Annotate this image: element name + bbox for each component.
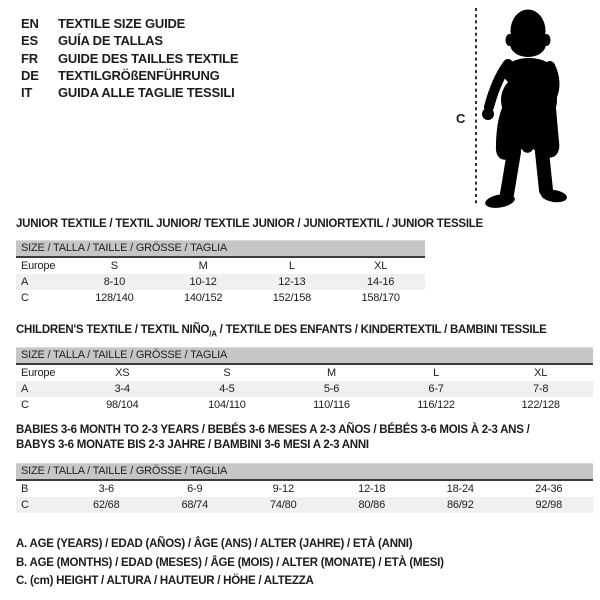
legend-notes	[16, 535, 444, 591]
lang-code: ES	[21, 33, 38, 49]
children-size-table	[16, 347, 593, 413]
size-cell: S	[223, 367, 231, 379]
size-cell: 8-10	[103, 276, 125, 288]
size-cell: 98/104	[106, 399, 139, 411]
title-text: / TEXTILE DES ENFANTS / KINDERTEXTIL / BAMBINI TESSILE	[216, 324, 547, 336]
size-cell: 14-16	[367, 276, 395, 288]
table-row	[16, 397, 593, 413]
lang-label: GUIDE DES TAILLES TEXTILE	[58, 50, 239, 66]
lang-label: TEXTILE SIZE GUIDE	[58, 16, 186, 31]
row-label: C	[21, 292, 29, 304]
lang-code: DE	[21, 67, 39, 83]
size-cell: 74/80	[269, 499, 297, 511]
size-cell: 80/86	[358, 499, 386, 511]
size-cell: 4-5	[219, 383, 235, 395]
size-cell: 128/140	[95, 292, 134, 304]
size-cell: XL	[374, 260, 388, 272]
title-subscript: /A	[209, 329, 217, 339]
size-header-bar: SIZE / TALLA / TAILLE / GRÖSSE / TAGLIA	[16, 240, 425, 258]
height-measure-label: C	[456, 111, 466, 126]
size-cell: 18-24	[446, 483, 474, 495]
size-cell: 68/74	[181, 499, 209, 511]
row-label: Europe	[21, 367, 56, 379]
baby-silhouette-figure	[452, 4, 576, 210]
size-header-bar: SIZE / TALLA / TAILLE / GRÖSSE / TAGLIA	[16, 463, 593, 481]
title-text: CHILDREN'S TEXTILE / TEXTIL NIÑO	[16, 324, 210, 336]
junior-size-table	[16, 240, 425, 306]
size-cell: 7-8	[533, 383, 549, 395]
size-cell: 116/122	[417, 399, 455, 411]
note-height-cm: C. (cm) HEIGHT / ALTURA / HAUTEUR / HÖHE / ALTEZZA	[16, 575, 314, 587]
lang-label: GUÍA DE TALLAS	[58, 33, 163, 49]
size-cell: 140/152	[183, 292, 223, 304]
size-cell: 122/128	[521, 399, 560, 411]
row-label: C	[21, 499, 29, 511]
language-title-block	[21, 15, 238, 101]
size-cell: 86/92	[446, 499, 474, 511]
lang-row-it	[21, 84, 238, 101]
size-cell: 152/158	[272, 292, 312, 304]
size-header-bar: SIZE / TALLA / TAILLE / GRÖSSE / TAGLIA	[16, 347, 593, 365]
lang-row-en	[21, 15, 238, 32]
size-cell: 62/68	[92, 499, 120, 511]
table-row	[16, 258, 425, 274]
babies-size-table	[16, 463, 593, 513]
table-row	[16, 290, 425, 306]
lang-code: EN	[21, 16, 39, 31]
lang-row-fr	[21, 50, 238, 67]
size-cell: S	[110, 260, 118, 272]
size-cell: L	[433, 367, 440, 379]
table-row	[16, 274, 425, 290]
lang-row-es	[21, 32, 238, 49]
size-cell: M	[327, 367, 336, 379]
size-cell: XL	[534, 367, 548, 379]
size-cell: 24-36	[535, 483, 563, 495]
size-cell: 158/170	[361, 292, 400, 304]
lang-row-de	[21, 67, 238, 84]
size-cell: XS	[115, 367, 130, 379]
table-row	[16, 481, 593, 497]
lang-code: FR	[21, 50, 38, 66]
size-cell: 12-18	[358, 483, 386, 495]
table-row	[16, 381, 593, 397]
row-label: C	[21, 399, 29, 411]
children-table-title	[16, 323, 547, 341]
lang-label: TEXTILGRÖßENFÜHRUNG	[58, 67, 220, 83]
size-cell: 104/110	[208, 399, 246, 411]
junior-table-title: JUNIOR TEXTILE / TEXTIL JUNIOR/ TEXTILE JUNIOR / JUNIORTEXTIL / JUNIOR TESSILE	[16, 218, 483, 230]
size-cell: 5-6	[323, 383, 340, 395]
row-label: A	[21, 383, 29, 395]
size-cell: 12-13	[278, 276, 306, 288]
babies-title-line1: BABIES 3-6 MONTH TO 2-3 YEARS / BEBÉS 3-6 MESES A 2-3 AÑOS / BÉBÉS 3-6 MOIS À 2-3 ANS /	[16, 424, 530, 436]
size-cell: L	[288, 260, 295, 272]
toddler-silhouette	[482, 10, 568, 211]
row-label: Europe	[21, 260, 56, 272]
table-row	[16, 497, 593, 513]
size-cell: 110/116	[313, 399, 350, 411]
size-cell: 6-7	[428, 383, 444, 395]
babies-title-line2: BABYS 3-6 MONATE BIS 2-3 JAHRE / BAMBINI 3-6 MESI A 2-3 ANNI	[16, 439, 369, 451]
size-cell: 3-6	[98, 483, 114, 495]
note-age-years: A. AGE (YEARS) / EDAD (AÑOS) / ÂGE (ANS) / ALTER (JAHRE) / ETÀ (ANNI)	[16, 538, 413, 550]
size-cell: 10-12	[189, 276, 217, 288]
note-age-months: B. AGE (MONTHS) / EDAD (MESES) / ÂGE (MOIS) / ALTER (MONATE) / ETÀ (MESI)	[16, 556, 444, 569]
babies-table-title	[16, 423, 530, 453]
size-cell: M	[198, 260, 208, 272]
row-label: A	[21, 276, 29, 288]
lang-code: IT	[21, 85, 33, 101]
table-row	[16, 365, 593, 381]
size-cell: 3-4	[114, 383, 130, 395]
row-label: B	[21, 483, 29, 495]
size-cell: 6-9	[187, 483, 203, 495]
lang-label: GUIDA ALLE TAGLIE TESSILI	[58, 85, 235, 101]
size-cell: 92/98	[535, 499, 563, 511]
size-cell: 9-12	[272, 483, 294, 495]
